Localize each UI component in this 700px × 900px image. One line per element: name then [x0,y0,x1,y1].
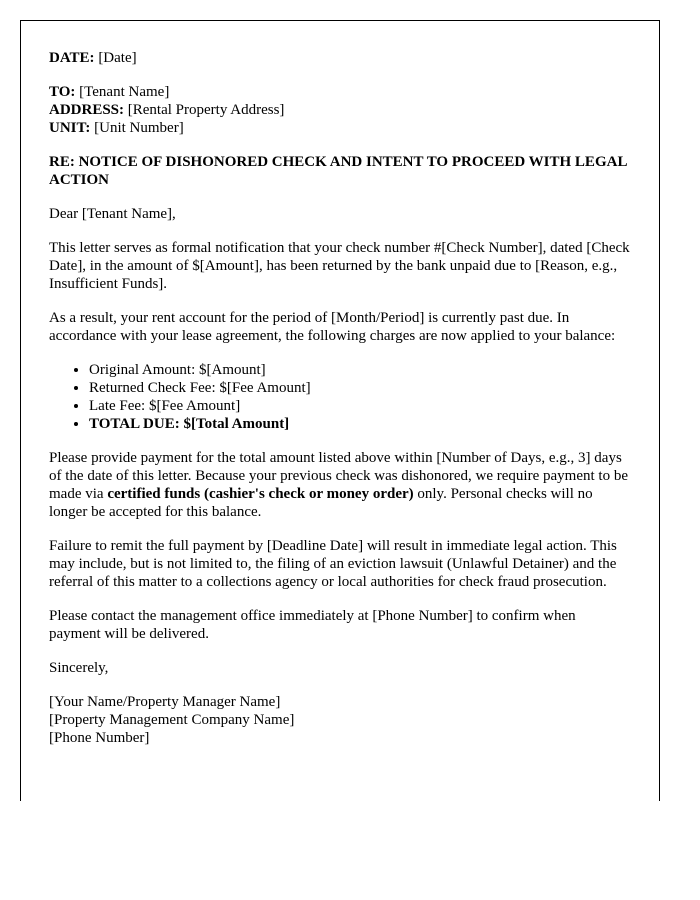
certified-funds-text: certified funds (cashier's check or money order) [107,486,414,502]
date-block [49,49,631,67]
address-line [49,101,631,119]
subject-line: RE: NOTICE OF DISHONORED CHECK AND INTENT TO PROCEED WITH LEGAL ACTION [49,154,627,188]
closing: Sincerely, [49,660,109,676]
paragraph-legal-action: Failure to remit the full payment by [Deadline Date] will result in immediate legal action. This may include, but is not limited to, the filing of an eviction lawsuit (Unlawful Detainer) and the referral of this matter to a collections agency or local authorities for check fraud prosecution. [49,538,617,590]
to-label: TO: [49,84,76,100]
signature-block [49,693,631,747]
unit-value: [Unit Number] [94,120,184,136]
paragraph-past-due: As a result, your rent account for the period of [Month/Period] is currently past due. In accordance with your lease agreement, the following charges are now applied to your balance: [49,310,616,344]
charge-original-amount: • Original Amount: $[Amount] [89,361,631,379]
signature-company: [Property Management Company Name] [49,712,295,728]
date-line [49,49,631,67]
salutation: Dear [Tenant Name], [49,206,176,222]
paragraph-notification: This letter serves as formal notification that your check number #[Check Number], dated [Check Date], in the amount of $[Amount], has been returned by the bank unpaid due to [Reason, e.g., Insufficient Funds]. [49,240,630,292]
letter-page [20,20,660,801]
charge-late-fee: • Late Fee: $[Fee Amount] [89,397,631,415]
charge-total-due [89,415,631,433]
charge-returned-check-fee: • Returned Check Fee: $[Fee Amount] [89,379,631,397]
total-due-text: TOTAL DUE: $[Total Amount] [89,416,290,432]
unit-label: UNIT: [49,120,91,136]
date-value: [Date] [98,50,137,66]
signature-phone: [Phone Number] [49,730,150,746]
date-label: DATE: [49,50,95,66]
to-value: [Tenant Name] [79,84,170,100]
paragraph-contact: Please contact the management office immediately at [Phone Number] to confirm when payment will be delivered. [49,608,576,642]
signature-name: [Your Name/Property Manager Name] [49,694,281,710]
payment-terms-text-1: Please provide payment for the total amount listed above within [Number of Days, e.g., 3] days of the date of this letter. Because your previous check was dishonored, we require payment to be made via [49,450,628,502]
recipient-block [49,83,631,137]
to-line [49,83,631,101]
unit-line [49,119,631,137]
paragraph-payment-terms [49,449,631,521]
charges-list [49,361,631,433]
address-label: ADDRESS: [49,102,125,118]
address-value: [Rental Property Address] [127,102,285,118]
payment-terms-text-2: only. Personal checks will no longer be accepted for this balance. [49,486,593,520]
